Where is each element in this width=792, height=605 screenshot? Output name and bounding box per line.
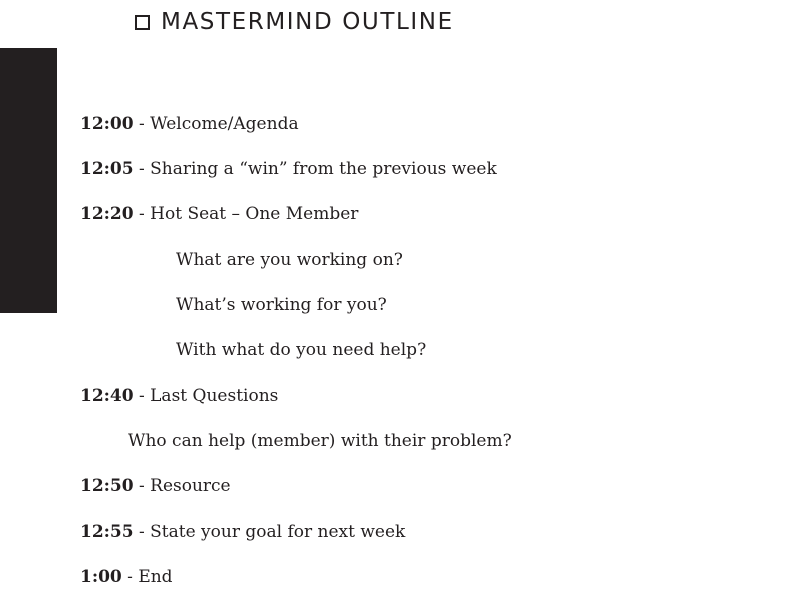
- outline-question: With what do you need help?: [176, 340, 427, 360]
- outline-time: 1:00: [80, 567, 122, 587]
- outline-time: 12:40: [80, 386, 134, 406]
- outline-time: 12:20: [80, 204, 134, 224]
- outline-text: - Resource: [133, 476, 231, 496]
- outline-time: 12:55: [80, 522, 134, 542]
- outline-item-hot-seat: [80, 203, 358, 225]
- outline-time: 12:50: [80, 476, 134, 496]
- outline-time: 12:00: [80, 114, 134, 134]
- outline-item-resource: [80, 475, 231, 497]
- outline-text: - Sharing a “win” from the previous week: [133, 159, 497, 179]
- outline-question: What are you working on?: [176, 250, 403, 270]
- outline-text: - Welcome/Agenda: [133, 114, 299, 134]
- outline-text: - Hot Seat – One Member: [133, 204, 359, 224]
- outline-item-win: [80, 158, 497, 180]
- outline-text: - State your goal for next week: [133, 522, 406, 542]
- outline-text: - Last Questions: [133, 386, 279, 406]
- page-header: [135, 7, 454, 37]
- outline-item-last-questions: [80, 385, 278, 407]
- outline-question: Who can help (member) with their problem?: [128, 431, 512, 451]
- outline-item-end: [80, 566, 173, 588]
- outline-item-welcome: [80, 113, 299, 135]
- outline-item-goal: [80, 521, 405, 543]
- outline-text: - End: [121, 567, 173, 587]
- side-accent-bar: [0, 48, 57, 313]
- checkbox-icon[interactable]: [135, 15, 150, 30]
- outline-time: 12:05: [80, 159, 134, 179]
- page-title: MASTERMIND OUTLINE: [161, 9, 454, 35]
- outline-question: What’s working for you?: [176, 295, 387, 315]
